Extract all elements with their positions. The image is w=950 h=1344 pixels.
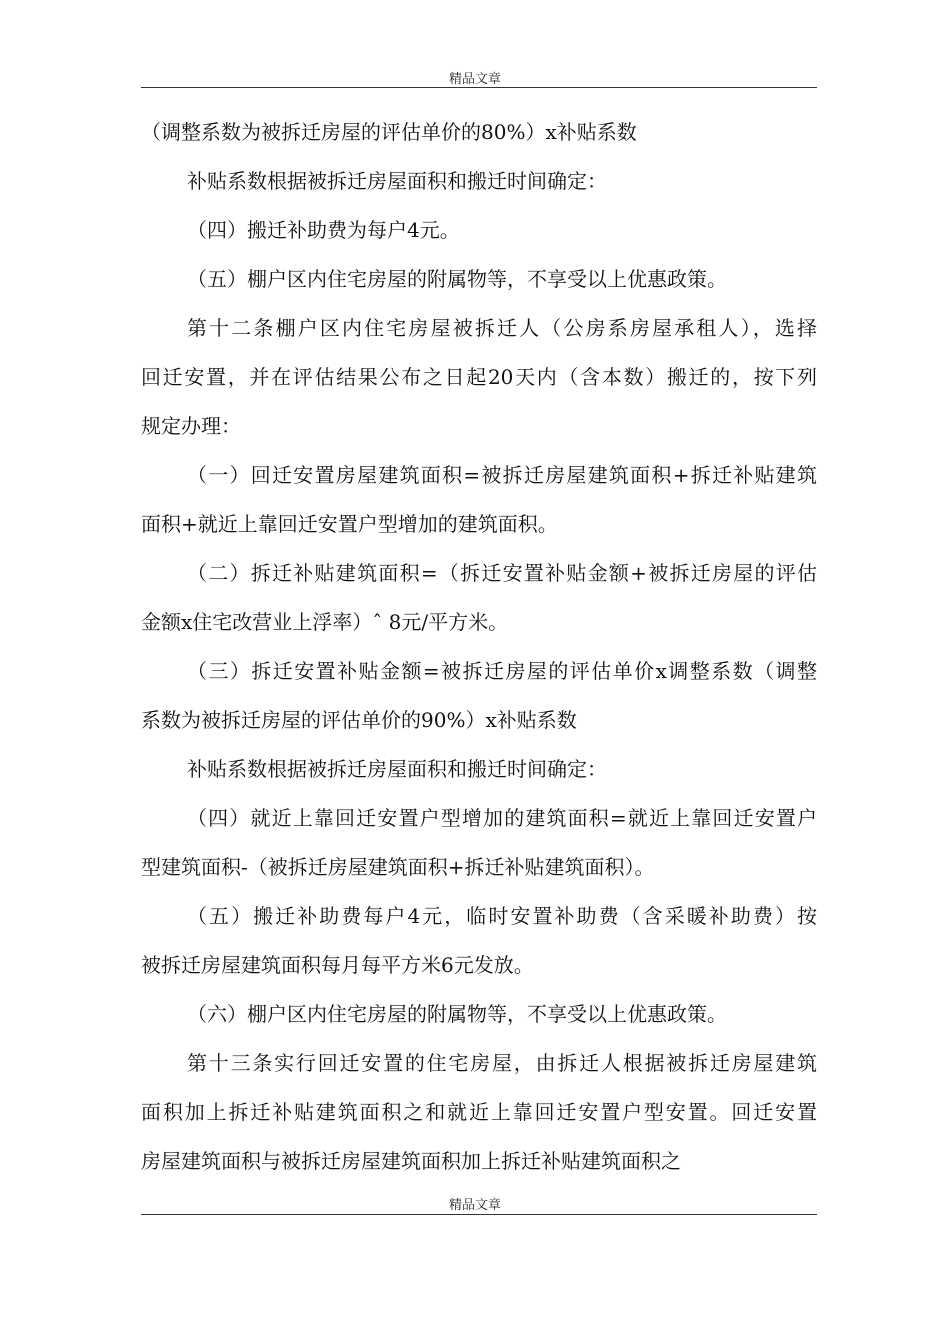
paragraph-line: （四）搬迁补助费为每户4元。 xyxy=(187,218,460,242)
paragraph-line: （三）拆迁安置补贴金额=被拆迁房屋的评估单价x调整系数（调整 xyxy=(187,659,817,683)
paragraph-line: （四）就近上靠回迁安置户型增加的建筑面积=就近上靠回迁安置户 xyxy=(187,806,817,830)
paragraph-line: 第十二条棚户区内住宅房屋被拆迁人（公房系房屋承租人），选择 xyxy=(187,316,817,340)
paragraph-line: 被拆迁房屋建筑面积每月每平方米6元发放。 xyxy=(141,953,534,977)
paragraph-line: 金额x住宅改营业上浮率）ˆ 8元/平方米。 xyxy=(141,610,509,634)
paragraph-line: （五）搬迁补助费每户4元，临时安置补助费（含采暖补助费）按 xyxy=(187,904,817,928)
paragraph-line: （调整系数为被拆迁房屋的评估单价的80%）x补贴系数 xyxy=(141,120,637,144)
paragraph-line: （二）拆迁补贴建筑面积=（拆迁安置补贴金额+被拆迁房屋的评估 xyxy=(187,561,817,585)
paragraph-line: 规定办理： xyxy=(141,414,241,438)
paragraph-line: 回迁安置，并在评估结果公布之日起20天内（含本数）搬迁的，按下列 xyxy=(141,365,817,389)
paragraph-line: 补贴系数根据被拆迁房屋面积和搬迁时间确定： xyxy=(187,757,607,781)
paragraph-line: 补贴系数根据被拆迁房屋面积和搬迁时间确定： xyxy=(187,169,607,193)
document-body xyxy=(141,108,817,1186)
paragraph-line: 型建筑面积-（被拆迁房屋建筑面积+拆迁补贴建筑面积）。 xyxy=(141,855,655,879)
page-header: 精品文章 xyxy=(448,72,501,87)
paragraph-line: 房屋建筑面积与被拆迁房屋建筑面积加上拆迁补贴建筑面积之 xyxy=(141,1149,681,1173)
paragraph-line: 面积+就近上靠回迁安置户型增加的建筑面积。 xyxy=(141,512,558,536)
paragraph-line: （六）棚户区内住宅房屋的附属物等，不享受以上优惠政策。 xyxy=(187,1002,727,1026)
paragraph-line: （五）棚户区内住宅房屋的附属物等，不享受以上优惠政策。 xyxy=(187,267,727,291)
paragraph-line: 面积加上拆迁补贴建筑面积之和就近上靠回迁安置户型安置。回迁安置 xyxy=(141,1100,817,1124)
header-rule xyxy=(141,87,817,88)
footer-rule xyxy=(141,1214,817,1215)
paragraph-line: 系数为被拆迁房屋的评估单价的90%）x补贴系数 xyxy=(141,708,577,732)
page-footer: 精品文章 xyxy=(448,1198,501,1213)
paragraph-line: （一）回迁安置房屋建筑面积=被拆迁房屋建筑面积+拆迁补贴建筑 xyxy=(187,463,817,487)
paragraph-line: 第十三条实行回迁安置的住宅房屋，由拆迁人根据被拆迁房屋建筑 xyxy=(187,1051,817,1075)
